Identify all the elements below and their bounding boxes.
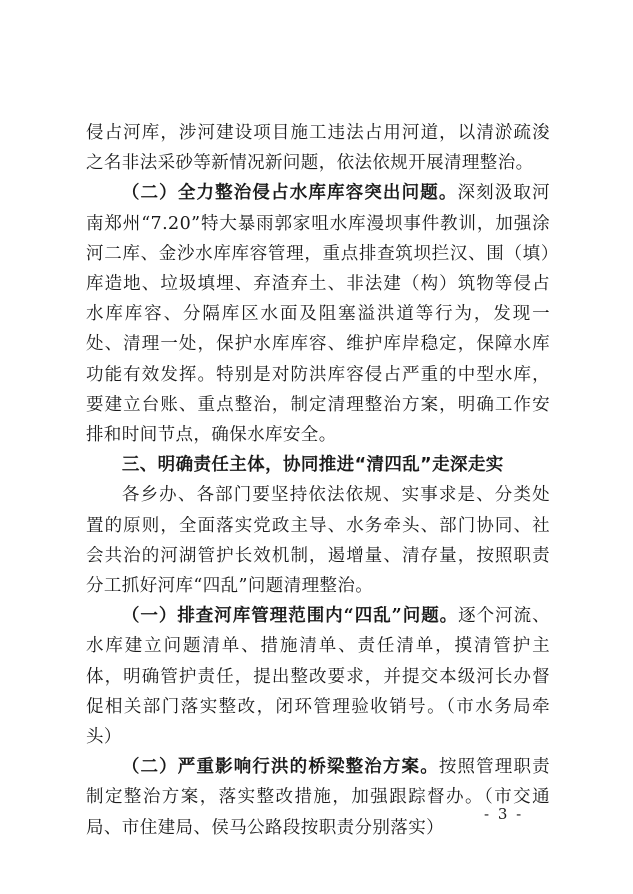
subsection-title: （一）排查河库管理范围内“四乱”问题。 xyxy=(121,606,459,627)
paragraph-text: 侵占河库，涉河建设项目施工违法占用河道，以清淤疏浚之名非法采砂等新情况新问题，依法依规开展清理整治。 xyxy=(86,123,550,174)
paragraph-text: 按照管理职责制定整治方案，落实整改措施，加强跟踪督办。（市交通局、市住建局、侯马公路段按职责分别落实） xyxy=(86,757,550,838)
section-heading-text: 三、明确责任主体，协同推进“清四乱”走深走实 xyxy=(121,455,504,476)
paragraph-investigation xyxy=(86,601,550,752)
subsection-title: （二）全力整治侵占水库库容突出问题。 xyxy=(121,183,458,204)
paragraph-reservoir-capacity xyxy=(86,178,550,450)
document-body xyxy=(86,118,550,843)
paragraph-bridge-plan xyxy=(86,752,550,843)
paragraph-text: 各乡办、各部门要坚持依法依规、实事求是、分类处置的原则，全面落实党政主导、水务牵头、部门协同、社会共治的河湖管护长效机制，遏增量、清存量，按照职责分工抓好河库“四乱”问题清理整治。 xyxy=(86,485,550,597)
paragraph-continuation xyxy=(86,118,550,178)
paragraph-text: 逐个河流、水库建立问题清单、措施清单、责任清单，摸清管护主体，明确管护责任，提出整改要求，并提交本级河长办督促相关部门落实整改，闭环管理验收销号。（市水务局牵头） xyxy=(86,606,551,748)
page-number: - 3 - xyxy=(484,805,524,823)
paragraph-text: 深刻汲取河南郑州“7.20”特大暴雨郭家咀水库漫坝事件教训，加强涂河二库、金沙水库库容管理，重点排查筑坝拦汉、围（填）库造地、垃圾填埋、弃渣弃土、非法建（构）筑物等侵占水库库容、分隔库区水面及阻塞溢洪道等行为，发现一处、清理一处，保护水库库容、维护库岸稳定，保障水库功能有效发挥。特别是对防洪库容侵占严重的中型水库，要建立台账、重点整治，制定清理整治方案，明确工作安排和时间节点，确保水库安全。 xyxy=(86,183,551,446)
section-heading xyxy=(86,450,550,480)
paragraph-responsibility xyxy=(86,480,550,601)
subsection-title: （二）严重影响行洪的桥梁整治方案。 xyxy=(121,757,439,778)
